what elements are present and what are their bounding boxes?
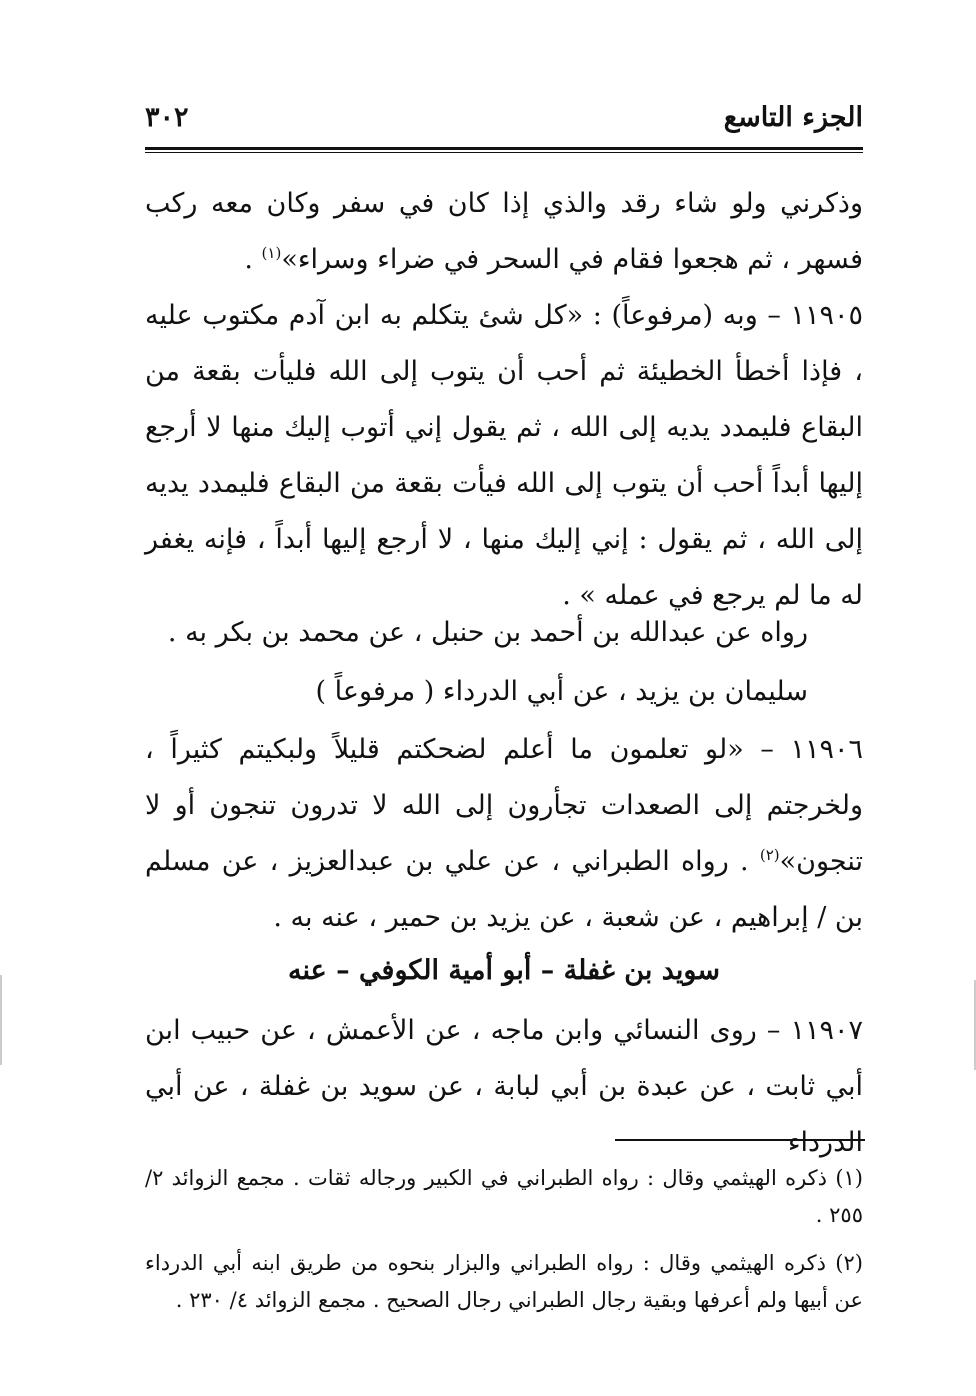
hadith-11905 [145, 288, 863, 624]
narrator-heading-text: سليمان بن يزيد ، عن أبي الدرداء ( مرفوعاً ) [315, 676, 808, 707]
footnote-ref-1[interactable]: (١) [261, 244, 282, 262]
footnote-separator [615, 1139, 865, 1141]
narration-chain-1 [145, 605, 863, 661]
hadith-11905-text: ١١٩٠٥ – وبه (مرفوعاً) : «كل شئ يتكلم به ابن آدم مكتوب عليه ، فإذا أخطأ الخطيئة ثم أحب أن يتوب إلى الله فليأت بقعة من البقاع فليمدد يديه إلى الله ، ثم يقول إني أتوب إليك منها لا أرجع إليها أبداً أحب أن يتوب إلى الله فيأت بقعة من البقاع فليمدد يديه إلى الله ، ثم يقول : إني إليك منها ، لا أرجع إليها أبداً ، فإنه يغفر له ما لم يرجع في عمله » . [145, 300, 863, 611]
paragraph-1-end: . [244, 244, 262, 275]
header-rule-thin [145, 152, 863, 153]
section-heading-text: سويد بن غفلة – أبو أمية الكوفي – عنه [288, 955, 720, 986]
header-rule [145, 147, 863, 150]
footnote-1-text: (١) ذكره الهيثمي وقال : رواه الطبراني في الكبير ورجاله ثقات . مجمع الزوائد ٢/ ٢٥٥ . [145, 1166, 863, 1227]
scan-edge-left [0, 975, 2, 1065]
page-number: ٣٠٢ [145, 102, 189, 133]
footnote-2-text: (٢) ذكره الهيثمي وقال : رواه الطبراني والبزار بنحوه من طريق ابنه أبي الدرداء عن أبيها ولم أعرفها وبقية رجال الطبراني رجال الصحيح . مجمع الزوائد ٤/ ٢٣٠ . [145, 1251, 863, 1312]
hadith-11907-text: ١١٩٠٧ – روى النسائي وابن ماجه ، عن الأعمش ، عن حبيب ابن أبي ثابت ، عن عبدة بن أبي لبابة ، عن سويد بن غفلة ، عن أبي الدرداء [145, 1015, 863, 1158]
paragraph-1-text: وذكرني ولو شاء رقد والذي إذا كان في سفر وكان معه ركب فسهر ، ثم هجعوا فقام في السحر في ضراء وسراء» [145, 188, 863, 275]
hadith-11907 [145, 1003, 863, 1171]
footnote-1 [145, 1160, 863, 1234]
footnote-2 [145, 1245, 863, 1319]
page-header [145, 98, 863, 148]
narrator-heading [145, 664, 863, 720]
hadith-11906 [145, 722, 863, 946]
paragraph-1 [145, 176, 863, 288]
hadith-11906-text: ١١٩٠٦ – «لو تعلمون ما أعلم لضحكتم قليلاً ولبكيتم كثيراً ، ولخرجتم إلى الصعدات تجأرون إلى الله لا تدرون تنجون أو لا تنجون» [145, 734, 863, 877]
section-heading [145, 943, 863, 999]
hadith-11906-chain: . رواه الطبراني ، عن علي بن عبدالعزيز ، عن مسلم بن / إبراهيم ، عن شعبة ، عن يزيد بن حمير ، عنه به . [145, 846, 863, 933]
narration-chain-1-text: رواه عن عبدالله بن أحمد بن حنبل ، عن محمد بن بكر به . [167, 617, 808, 648]
footnote-ref-2[interactable]: (٢) [759, 846, 780, 864]
part-title: الجزء التاسع [723, 102, 863, 133]
